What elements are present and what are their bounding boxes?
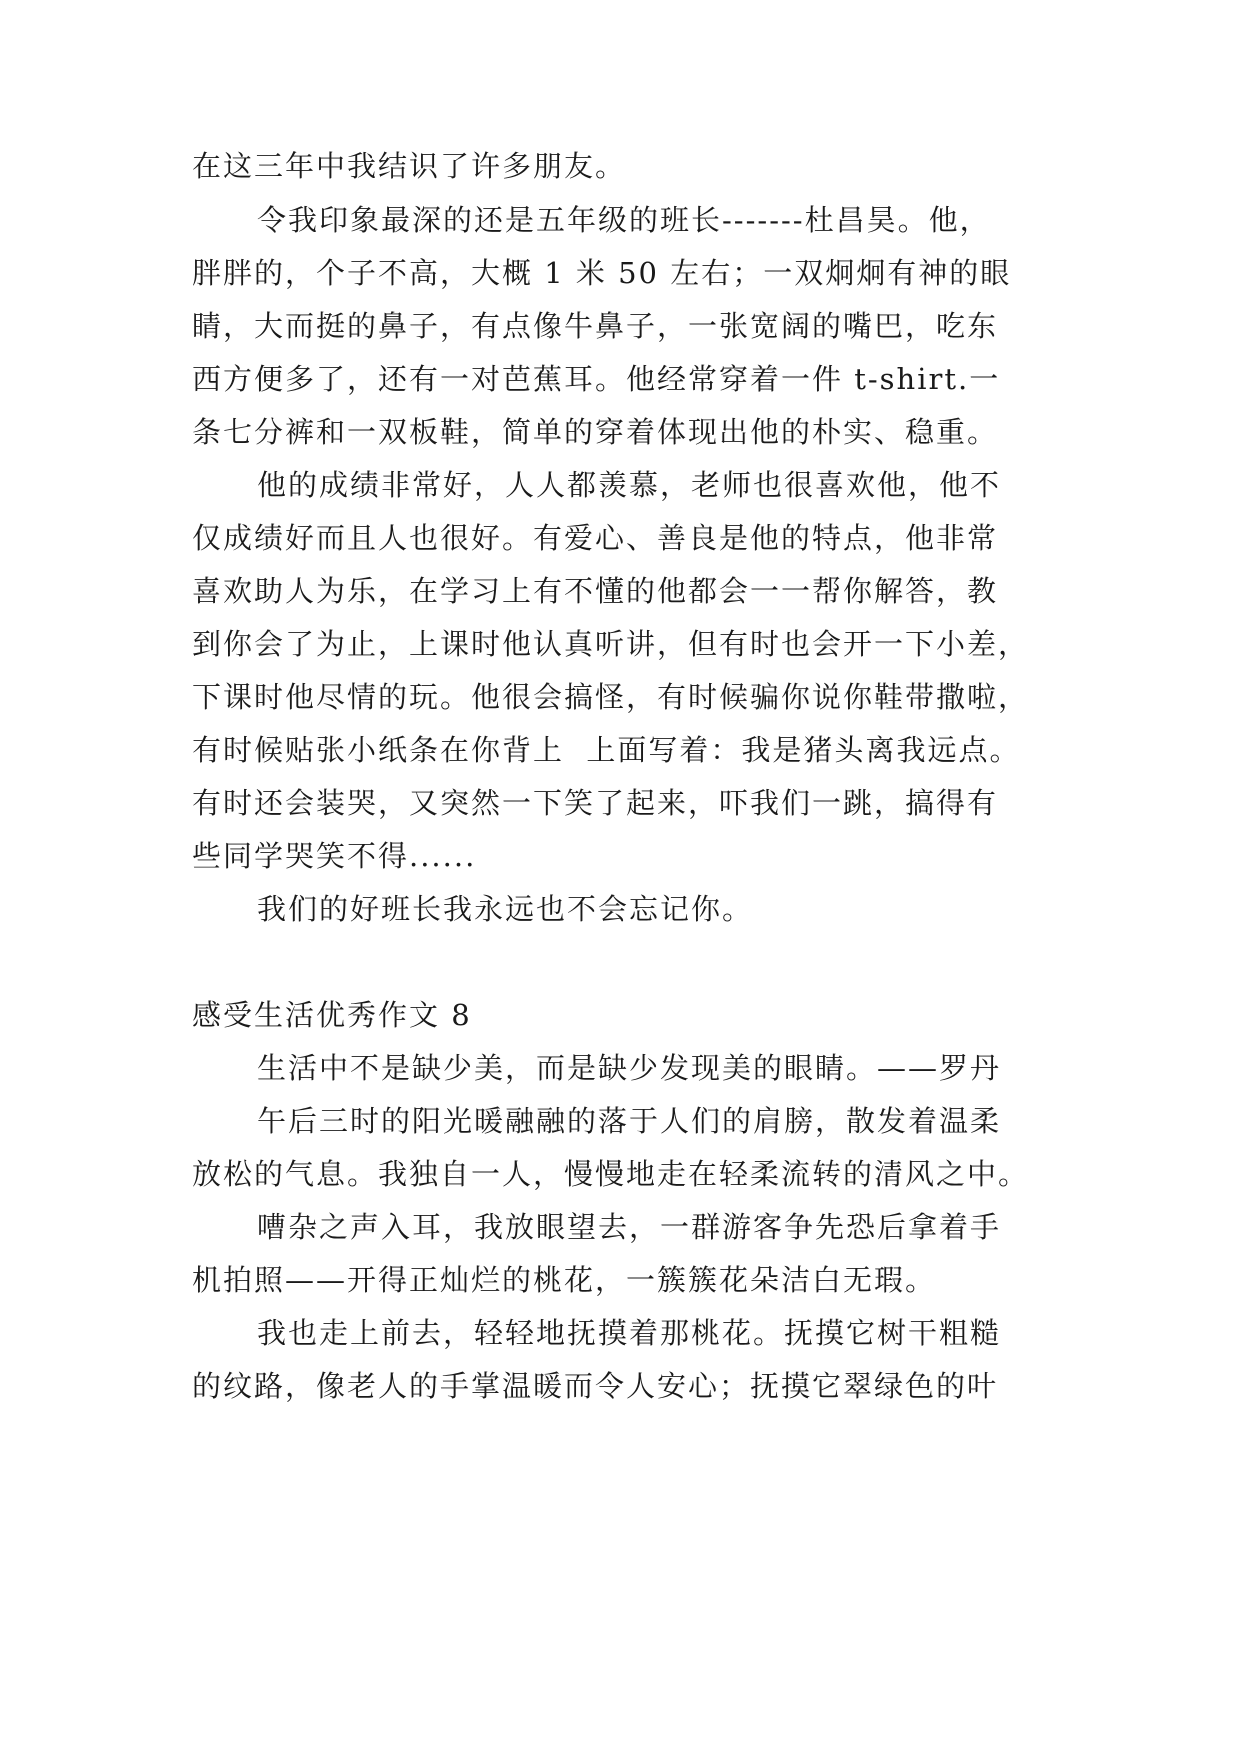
paragraph-line: 下课时他尽情的玩。他很会搞怪，有时候骗你说你鞋带撒啦， bbox=[192, 680, 1030, 714]
paragraph-line: 睛，大而挺的鼻子，有点像牛鼻子，一张宽阔的嘴巴，吃东 bbox=[192, 309, 999, 343]
paragraph-line: 仅成绩好而且人也很好。有爱心、善良是他的特点，他非常 bbox=[192, 521, 999, 555]
paragraph-line: 我也走上前去，轻轻地抚摸着那桃花。抚摸它树干粗糙 bbox=[257, 1316, 1002, 1350]
paragraph-line: 午后三时的阳光暖融融的落于人们的肩膀，散发着温柔 bbox=[257, 1104, 1002, 1138]
paragraph-line: 我们的好班长我永远也不会忘记你。 bbox=[257, 892, 754, 926]
paragraph-line: 他的成绩非常好，人人都羡慕，老师也很喜欢他，他不 bbox=[257, 468, 1002, 502]
paragraph-line: 在这三年中我结识了许多朋友。 bbox=[192, 149, 627, 183]
paragraph-line: 生活中不是缺少美，而是缺少发现美的眼睛。——罗丹 bbox=[257, 1051, 1002, 1085]
paragraph-line: 条七分裤和一双板鞋，简单的穿着体现出他的朴实、稳重。 bbox=[192, 415, 999, 449]
paragraph-line: 机拍照——开得正灿烂的桃花，一簇簇花朵洁白无瑕。 bbox=[192, 1263, 937, 1297]
paragraph-line: 些同学哭笑不得...... bbox=[192, 839, 477, 873]
paragraph-line: 的纹路，像老人的手掌温暖而令人安心；抚摸它翠绿色的叶 bbox=[192, 1369, 999, 1403]
paragraph-line: 西方便多了，还有一对芭蕉耳。他经常穿着一件 t-shirt.一 bbox=[192, 362, 1001, 396]
paragraph-line: 令我印象最深的还是五年级的班长-------杜昌昊。他， bbox=[257, 203, 991, 237]
paragraph-line: 到你会了为止，上课时他认真听讲，但有时也会开一下小差， bbox=[192, 627, 1030, 661]
paragraph-line: 有时候贴张小纸条在你背上 上面写着：我是猪头离我远点。 bbox=[192, 733, 1021, 767]
paragraph-line: 有时还会装哭，又突然一下笑了起来，吓我们一跳，搞得有 bbox=[192, 786, 999, 820]
paragraph-line: 胖胖的，个子不高，大概 1 米 50 左右；一双炯炯有神的眼 bbox=[192, 256, 1012, 290]
paragraph-line: 嘈杂之声入耳，我放眼望去，一群游客争先恐后拿着手 bbox=[257, 1210, 1002, 1244]
section-title: 感受生活优秀作文 8 bbox=[192, 998, 472, 1032]
paragraph-line: 喜欢助人为乐，在学习上有不懂的他都会一一帮你解答，教 bbox=[192, 574, 999, 608]
paragraph-line: 放松的气息。我独自一人，慢慢地走在轻柔流转的清风之中。 bbox=[192, 1157, 1030, 1191]
